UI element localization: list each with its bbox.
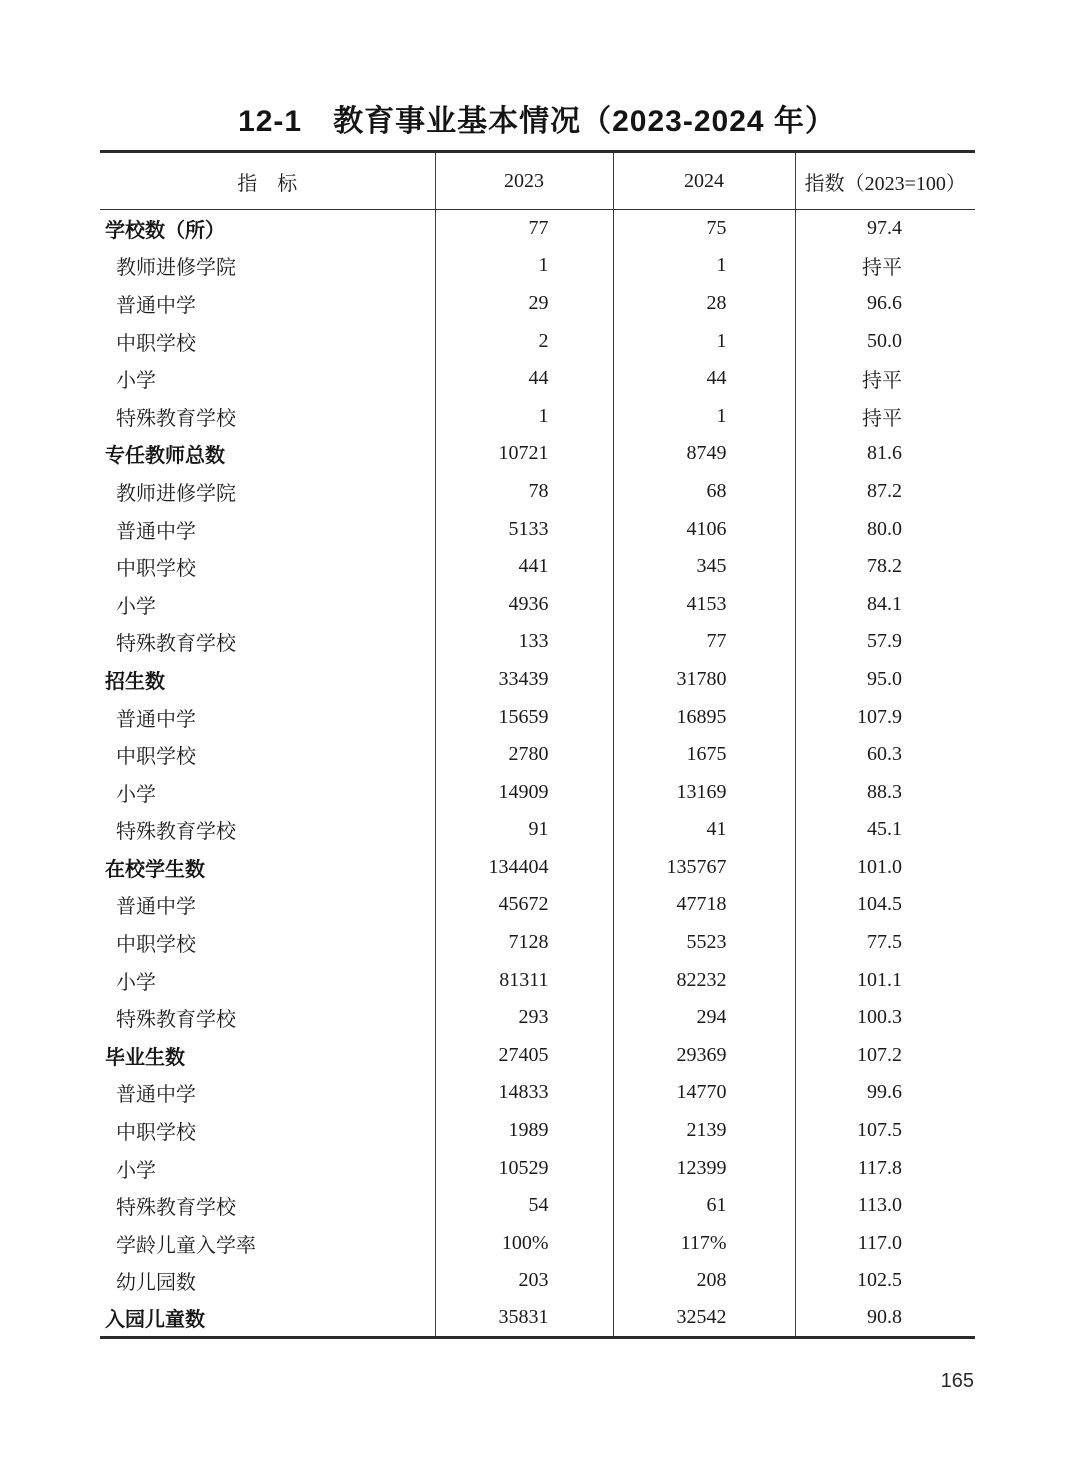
value-index: 87.2 <box>795 473 975 511</box>
statistics-table <box>100 150 975 1339</box>
indicator-label: 普通中学 <box>116 708 196 731</box>
value-2023: 7128 <box>435 924 613 962</box>
value-2024: 75 <box>613 210 795 248</box>
value-2024: 4106 <box>613 510 795 548</box>
value-2023: 45672 <box>435 886 613 924</box>
value-2023: 203 <box>435 1262 613 1300</box>
indicator-label: 中职学校 <box>116 558 196 581</box>
value-2024: 14770 <box>613 1074 795 1112</box>
indicator-label: 小学 <box>116 370 156 393</box>
value-2024: 12399 <box>613 1149 795 1187</box>
value-2024: 5523 <box>613 924 795 962</box>
value-index: 78.2 <box>795 548 975 586</box>
indicator-label: 小学 <box>116 971 156 994</box>
value-2024: 32542 <box>613 1300 795 1338</box>
table-header-row <box>100 152 975 210</box>
table-row <box>100 811 975 849</box>
indicator-label: 招生数 <box>105 670 165 693</box>
value-2023: 441 <box>435 548 613 586</box>
value-2024: 4153 <box>613 585 795 623</box>
table-row <box>100 924 975 962</box>
value-index: 101.0 <box>795 849 975 887</box>
value-2024: 61 <box>613 1187 795 1225</box>
table-body <box>100 210 975 1338</box>
indicator-label: 普通中学 <box>116 1084 196 1107</box>
value-2024: 28 <box>613 285 795 323</box>
value-2023: 27405 <box>435 1037 613 1075</box>
indicator-label: 小学 <box>116 783 156 806</box>
indicator-label: 中职学校 <box>116 332 196 355</box>
table-row <box>100 548 975 586</box>
table-row <box>100 322 975 360</box>
value-index: 104.5 <box>795 886 975 924</box>
value-index: 84.1 <box>795 585 975 623</box>
value-2023: 293 <box>435 999 613 1037</box>
indicator-label: 入园儿童数 <box>105 1309 205 1332</box>
indicator-label: 学校数（所） <box>105 220 225 243</box>
value-2024: 77 <box>613 623 795 661</box>
value-2023: 2 <box>435 322 613 360</box>
value-2024: 1 <box>613 322 795 360</box>
indicator-label: 小学 <box>116 595 156 618</box>
value-2023: 1 <box>435 397 613 435</box>
value-index: 90.8 <box>795 1300 975 1338</box>
value-index: 117.0 <box>795 1225 975 1263</box>
value-index: 88.3 <box>795 773 975 811</box>
value-2023: 133 <box>435 623 613 661</box>
value-2023: 54 <box>435 1187 613 1225</box>
value-2024: 135767 <box>613 849 795 887</box>
value-index: 持平 <box>795 360 975 398</box>
indicator-label: 特殊教育学校 <box>116 821 236 844</box>
indicator-label: 中职学校 <box>116 746 196 769</box>
value-index: 持平 <box>795 247 975 285</box>
indicator-label: 普通中学 <box>116 294 196 317</box>
indicator-label: 中职学校 <box>116 1122 196 1145</box>
table-row <box>100 698 975 736</box>
table-row <box>100 285 975 323</box>
table-row <box>100 585 975 623</box>
value-2024: 41 <box>613 811 795 849</box>
table-row <box>100 1262 975 1300</box>
table-row <box>100 999 975 1037</box>
value-2023: 5133 <box>435 510 613 548</box>
value-2024: 31780 <box>613 661 795 699</box>
value-2023: 100% <box>435 1225 613 1263</box>
value-2024: 82232 <box>613 961 795 999</box>
value-2023: 1 <box>435 247 613 285</box>
indicator-label: 特殊教育学校 <box>116 633 236 656</box>
table-row <box>100 886 975 924</box>
value-2024: 1 <box>613 397 795 435</box>
page-number: 165 <box>940 1370 974 1392</box>
value-2024: 68 <box>613 473 795 511</box>
value-index: 117.8 <box>795 1149 975 1187</box>
column-header-index: 指数（2023=100） <box>795 152 975 210</box>
value-index: 102.5 <box>795 1262 975 1300</box>
indicator-label: 特殊教育学校 <box>116 407 236 430</box>
value-index: 57.9 <box>795 623 975 661</box>
value-2023: 29 <box>435 285 613 323</box>
table-row <box>100 510 975 548</box>
value-index: 113.0 <box>795 1187 975 1225</box>
value-2024: 13169 <box>613 773 795 811</box>
table-row <box>100 1149 975 1187</box>
value-2024: 2139 <box>613 1112 795 1150</box>
value-2023: 1989 <box>435 1112 613 1150</box>
table-row <box>100 397 975 435</box>
indicator-label: 小学 <box>116 1159 156 1182</box>
value-index: 45.1 <box>795 811 975 849</box>
education-statistics-table <box>100 150 975 1339</box>
page-title: 12-1 教育事业基本情况（2023-2024 年） <box>238 105 836 138</box>
value-index: 50.0 <box>795 322 975 360</box>
value-index: 96.6 <box>795 285 975 323</box>
table-row <box>100 961 975 999</box>
value-2024: 345 <box>613 548 795 586</box>
value-2023: 33439 <box>435 661 613 699</box>
value-2024: 44 <box>613 360 795 398</box>
table-row <box>100 661 975 699</box>
value-index: 99.6 <box>795 1074 975 1112</box>
value-2023: 2780 <box>435 736 613 774</box>
table-row <box>100 849 975 887</box>
table-row <box>100 473 975 511</box>
value-2023: 91 <box>435 811 613 849</box>
value-index: 持平 <box>795 397 975 435</box>
value-2023: 10721 <box>435 435 613 473</box>
indicator-label: 特殊教育学校 <box>116 1009 236 1032</box>
value-2023: 10529 <box>435 1149 613 1187</box>
value-index: 60.3 <box>795 736 975 774</box>
value-2024: 294 <box>613 999 795 1037</box>
value-2024: 117% <box>613 1225 795 1263</box>
column-header-2023: 2023 <box>435 152 613 210</box>
table-row <box>100 435 975 473</box>
value-index: 107.9 <box>795 698 975 736</box>
value-2024: 16895 <box>613 698 795 736</box>
value-index: 107.2 <box>795 1037 975 1075</box>
table-row <box>100 736 975 774</box>
indicator-label: 教师进修学院 <box>116 257 236 280</box>
value-index: 95.0 <box>795 661 975 699</box>
value-2024: 8749 <box>613 435 795 473</box>
table-row <box>100 360 975 398</box>
value-2023: 15659 <box>435 698 613 736</box>
value-2024: 47718 <box>613 886 795 924</box>
value-index: 100.3 <box>795 999 975 1037</box>
indicator-label: 在校学生数 <box>105 858 205 881</box>
column-header-indicator: 指 标 <box>100 152 435 210</box>
indicator-label: 专任教师总数 <box>105 445 225 468</box>
value-2023: 35831 <box>435 1300 613 1338</box>
column-header-2024: 2024 <box>613 152 795 210</box>
table-row <box>100 247 975 285</box>
value-2023: 14833 <box>435 1074 613 1112</box>
value-2024: 208 <box>613 1262 795 1300</box>
indicator-label: 普通中学 <box>116 520 196 543</box>
indicator-label: 中职学校 <box>116 934 196 957</box>
indicator-label: 毕业生数 <box>105 1046 185 1069</box>
table-row <box>100 1037 975 1075</box>
value-2024: 1 <box>613 247 795 285</box>
value-index: 107.5 <box>795 1112 975 1150</box>
value-index: 101.1 <box>795 961 975 999</box>
indicator-label: 特殊教育学校 <box>116 1197 236 1220</box>
table-row <box>100 1112 975 1150</box>
table-row <box>100 1074 975 1112</box>
table-row <box>100 623 975 661</box>
indicator-label: 幼儿园数 <box>116 1272 196 1295</box>
indicator-label: 普通中学 <box>116 896 196 919</box>
value-2024: 29369 <box>613 1037 795 1075</box>
value-2023: 81311 <box>435 961 613 999</box>
table-header <box>100 152 975 210</box>
indicator-label: 学龄儿童入学率 <box>116 1234 256 1257</box>
value-2023: 78 <box>435 473 613 511</box>
value-index: 81.6 <box>795 435 975 473</box>
table-row <box>100 1300 975 1338</box>
table-row <box>100 773 975 811</box>
value-index: 80.0 <box>795 510 975 548</box>
table-row <box>100 1187 975 1225</box>
value-2024: 1675 <box>613 736 795 774</box>
table-row <box>100 1225 975 1263</box>
value-index: 97.4 <box>795 210 975 248</box>
value-2023: 44 <box>435 360 613 398</box>
indicator-label: 教师进修学院 <box>116 482 236 505</box>
table-row <box>100 210 975 248</box>
value-2023: 4936 <box>435 585 613 623</box>
value-2023: 134404 <box>435 849 613 887</box>
value-2023: 14909 <box>435 773 613 811</box>
value-index: 77.5 <box>795 924 975 962</box>
value-2023: 77 <box>435 210 613 248</box>
